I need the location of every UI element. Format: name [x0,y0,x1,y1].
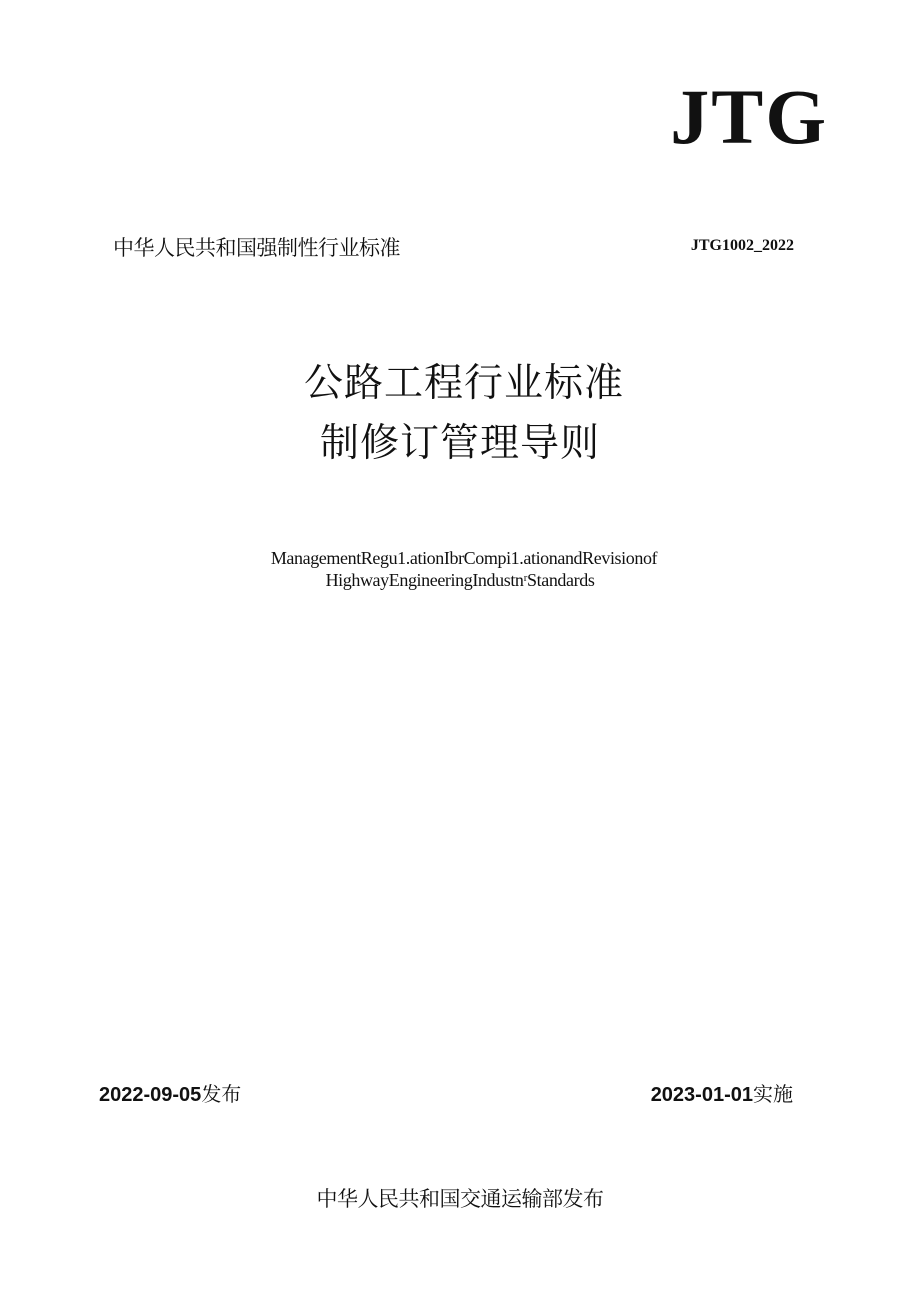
implementation-date [651,1082,793,1107]
standard-code: JTG1002_2022 [690,237,794,254]
publisher: 中华人民共和国交通运输部发布 [316,1187,604,1211]
title-cn-line1: 公路工程行业标准 [303,361,624,406]
standard-type: 中华人民共和国强制性行业标准 [113,236,400,260]
title-en-line2: HighwayEngineeringIndustnʳStandards [325,570,595,590]
issue-date [99,1082,241,1107]
implementation-date-label: 实施 [753,1082,793,1106]
issue-date-label: 发布 [201,1082,242,1106]
jtg-logo: JTG [670,73,828,160]
implementation-date-value: 2023-01-01 [650,1084,753,1106]
issue-date-value: 2022-09-05 [99,1084,202,1106]
title-cn-line2: 制修订管理导则 [319,421,600,466]
title-en-line1: ManagementRegu1.ationIbrCompi1.ationandRevisionof [270,548,658,568]
